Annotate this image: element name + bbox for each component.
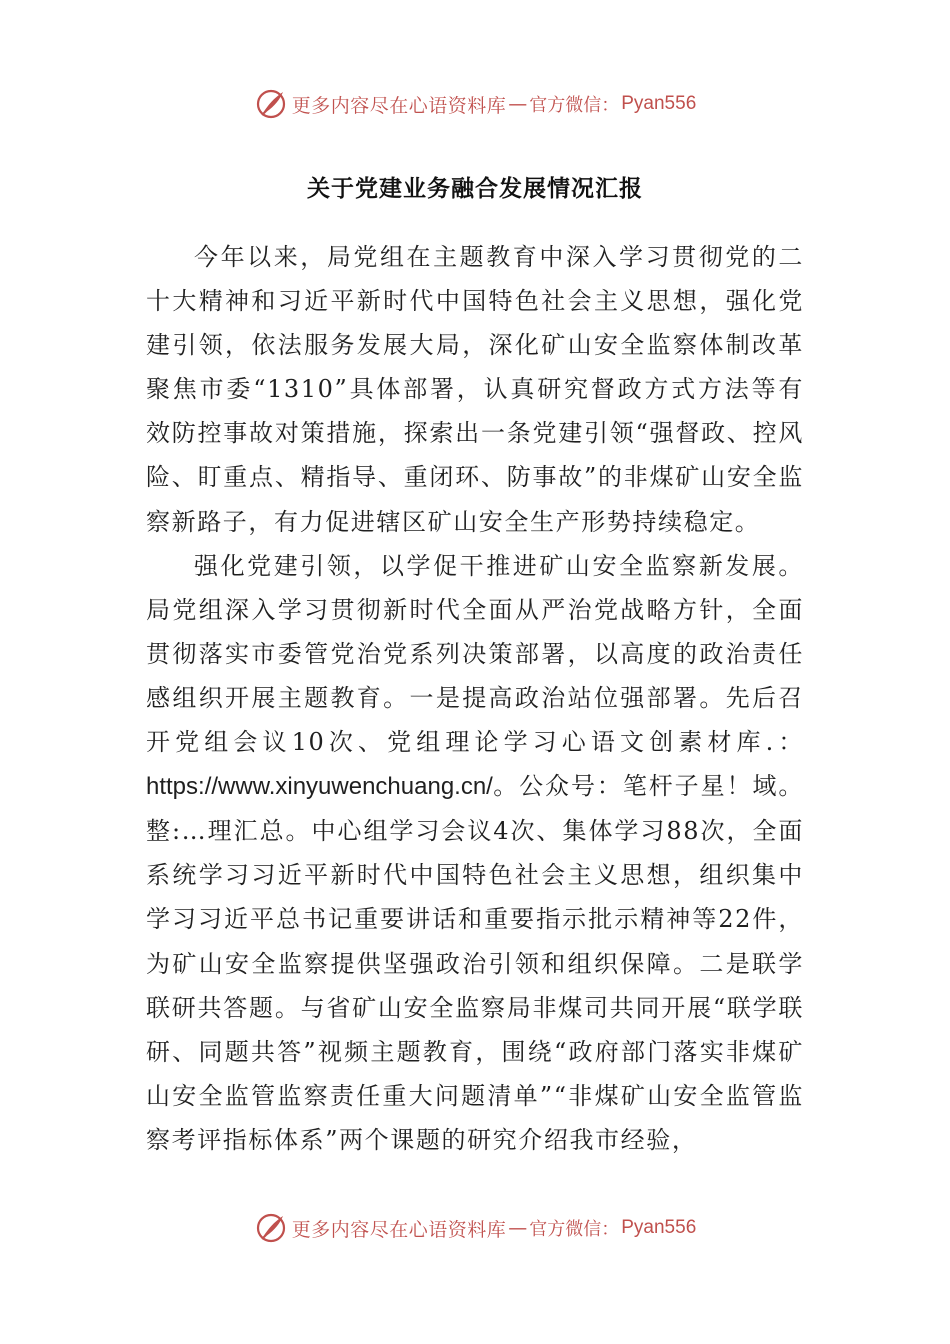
paragraph-2-text: 强化党建引领，以学促干推进矿山安全监察新发展。局党组深入学习贯彻新时代全面从严治党战略方针，全面贯彻落实市委管党治党系列决策部署，以高度的政治责任感组织开展主题教育。一是提高政治站位强部署。先后召开党组会议10次、党组理论学习心语文创素材库.： [146,551,804,757]
document-body [146,235,804,1162]
footer-banner [0,1208,950,1248]
paragraph-2 [146,544,804,764]
banner-main-text: 更多内容尽在心语资料库 [291,94,507,117]
banner-dash: — [508,1217,528,1239]
website-url: https://www.xinyuwenchuang.cn/ [146,773,493,801]
document-title: 关于党建业务融合发展情况汇报 [307,175,643,202]
banner-wechat-label: 官方微信： [529,95,620,116]
paragraph-2-continued [146,764,804,1162]
paragraph-1: 今年以来，局党组在主题教育中深入学习贯彻党的二十大精神和习近平新时代中国特色社会主义思想，强化党建引领，依法服务发展大局，深化矿山安全监察体制改革聚焦市委“1310”具体部署，认真研究督政方式方法等有效防控事故对策措施，探索出一条党建引领“强督政、控风险、盯重点、精指导、重闭环、防事故”的非煤矿山安全监察新路子，有力促进辖区矿山安全生产形势持续稳定。 [146,243,804,536]
paragraph-2-tail: 。公众号：笔杆子星！域。整:…理汇总。中心组学习会议4次、集体学习88次，全面系统学习习近平新时代中国特色社会主义思想，组织集中学习习近平总书记重要讲话和重要指示批示精神等22件，为矿山安全监察提供坚强政治引领和组织保障。二是联学联研共答题。与省矿山安全监察局非煤司共同开展“联学联研、同题共答”视频主题教育，围绕“政府部门落实非煤矿山安全监管监察责任重大问题清单”“非煤矿山安全监管监察考评指标体系”两个课题的研究介绍我市经验， [146,772,804,1154]
banner-wechat-label: 官方微信： [529,1219,620,1240]
banner-wechat-id: Pyan556 [621,1217,697,1238]
header-banner [0,84,950,124]
banner-main-text: 更多内容尽在心语资料库 [291,1218,507,1241]
banner-wechat-id: Pyan556 [621,93,697,114]
banner-dash: — [508,93,528,115]
feather-pen-logo-icon [254,1211,288,1245]
feather-pen-logo-icon [254,87,288,121]
